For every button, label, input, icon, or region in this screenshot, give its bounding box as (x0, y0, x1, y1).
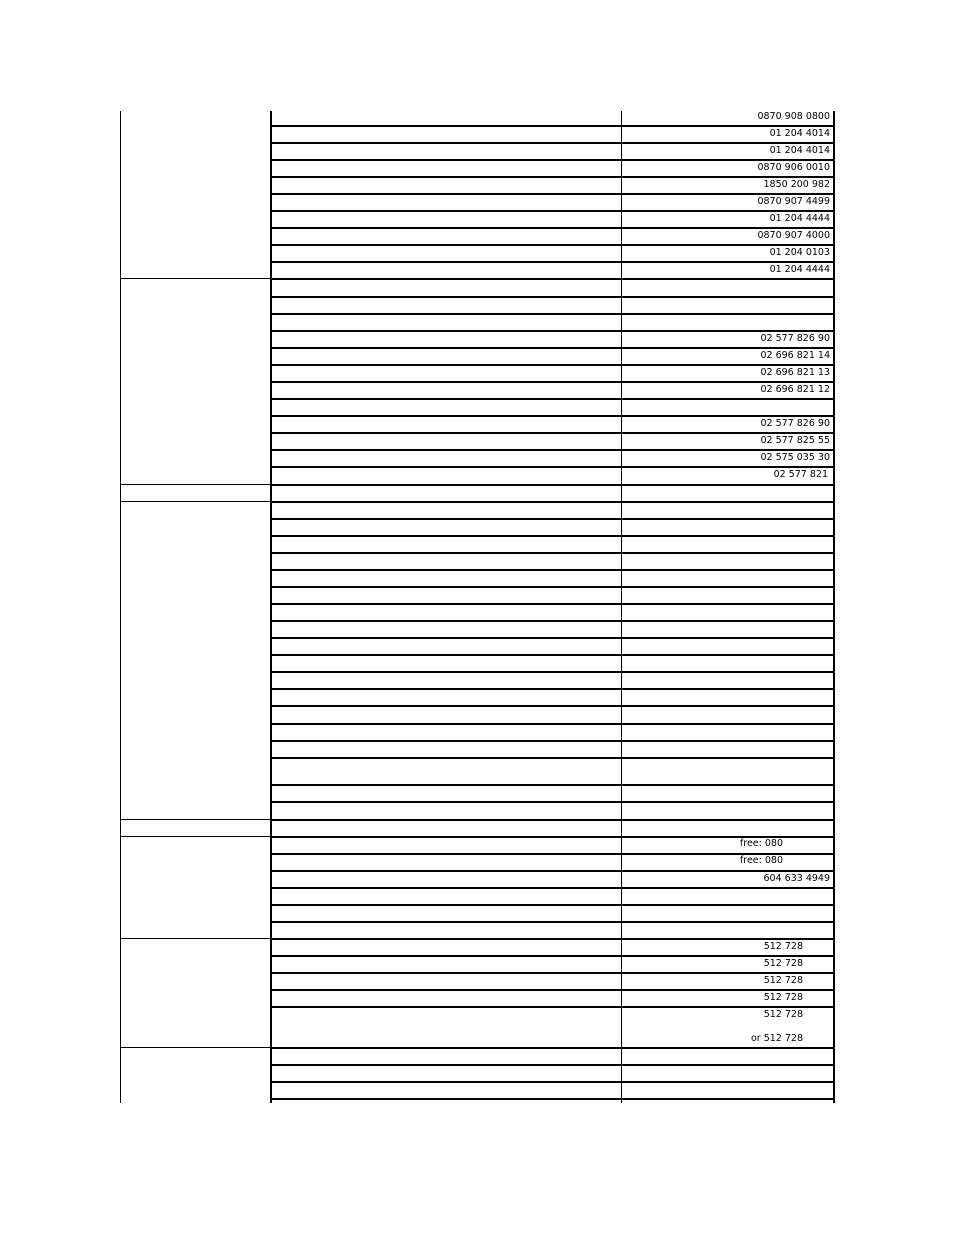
row-separator (270, 972, 834, 974)
phone-number: 1850 200 982 (763, 179, 830, 190)
row-separator (270, 1081, 834, 1083)
row-separator (270, 227, 834, 229)
phone-number: 0870 908 0800 (757, 111, 830, 122)
row-separator (270, 688, 834, 690)
phone-number: 0870 907 4499 (757, 196, 830, 207)
row-separator (270, 330, 834, 332)
row-separator (270, 296, 834, 298)
row-separator (270, 654, 834, 656)
row-separator (270, 921, 834, 923)
row-separator (270, 705, 834, 707)
country-group-separator (120, 1047, 270, 1048)
phone-number: 02 577 826 90 (760, 333, 830, 344)
row-separator (270, 193, 834, 195)
row-separator (270, 757, 834, 759)
row-separator (270, 449, 834, 451)
row-separator (270, 142, 834, 144)
row-separator (270, 1098, 834, 1100)
phone-number: 01 204 0103 (769, 247, 830, 258)
phone-number: free: 080 (739, 838, 783, 849)
row-separator (270, 819, 834, 821)
row-separator (270, 603, 834, 605)
row-separator (270, 278, 834, 280)
row-separator (270, 159, 834, 161)
row-separator (270, 637, 834, 639)
row-separator (270, 261, 834, 263)
row-separator (270, 586, 834, 588)
row-separator (270, 432, 834, 434)
phone-number: 01 204 4014 (769, 128, 830, 139)
row-separator (270, 955, 834, 957)
row-separator (270, 466, 834, 468)
country-group-separator (120, 819, 270, 820)
row-separator (270, 313, 834, 315)
country-group-separator (120, 836, 270, 837)
phone-number: 02 577 826 90 (760, 418, 830, 429)
phone-number: free: 080 (739, 855, 783, 866)
row-separator (270, 801, 834, 803)
phone-number: 512 728 (763, 941, 803, 952)
phone-number: 02 577 825 55 (760, 435, 830, 446)
row-separator (270, 938, 834, 940)
phone-number: 512 728 (763, 975, 803, 986)
country-group-separator (120, 938, 270, 939)
row-separator (270, 415, 834, 417)
row-separator (270, 244, 834, 246)
row-separator (270, 870, 834, 872)
row-separator (270, 671, 834, 673)
phone-number: 02 577 821 (773, 469, 828, 480)
row-separator (270, 989, 834, 991)
row-separator (270, 501, 834, 503)
row-separator (270, 740, 834, 742)
phone-number: 512 728 (763, 992, 803, 1003)
phone-number: 512 728 (763, 958, 803, 969)
row-separator (270, 381, 834, 383)
row-separator (270, 552, 834, 554)
row-separator (270, 535, 834, 537)
row-separator (270, 904, 834, 906)
country-group-separator (120, 484, 270, 485)
phone-number: 02 696 821 12 (760, 384, 830, 395)
row-separator (270, 398, 834, 400)
row-separator (270, 1047, 834, 1049)
country-group-separator (120, 278, 270, 279)
row-separator (270, 125, 834, 127)
phone-number: 01 204 4014 (769, 145, 830, 156)
row-separator (270, 569, 834, 571)
row-separator (270, 364, 834, 366)
phone-number: 0870 906 0010 (757, 162, 830, 173)
row-separator (270, 1006, 834, 1008)
row-separator (270, 176, 834, 178)
phone-number: 02 575 035 30 (760, 452, 830, 463)
phone-number: 02 696 821 14 (760, 350, 830, 361)
phone-number: 02 696 821 13 (760, 367, 830, 378)
row-separator (270, 518, 834, 520)
country-group-separator (120, 501, 270, 502)
row-separator (270, 484, 834, 486)
row-separator (270, 1064, 834, 1066)
phone-number: 604 633 4949 (763, 873, 830, 884)
row-separator (270, 723, 834, 725)
row-separator (270, 887, 834, 889)
phone-number: 512 728 (763, 1009, 803, 1020)
column-rule-left (120, 111, 121, 1103)
row-separator (270, 784, 834, 786)
row-separator (270, 620, 834, 622)
row-separator (270, 210, 834, 212)
phone-number: 01 204 4444 (769, 264, 830, 275)
row-separator (270, 347, 834, 349)
phone-number: 0870 907 4000 (757, 230, 830, 241)
phone-number: or 512 728 (750, 1033, 803, 1044)
phone-number: 01 204 4444 (769, 213, 830, 224)
